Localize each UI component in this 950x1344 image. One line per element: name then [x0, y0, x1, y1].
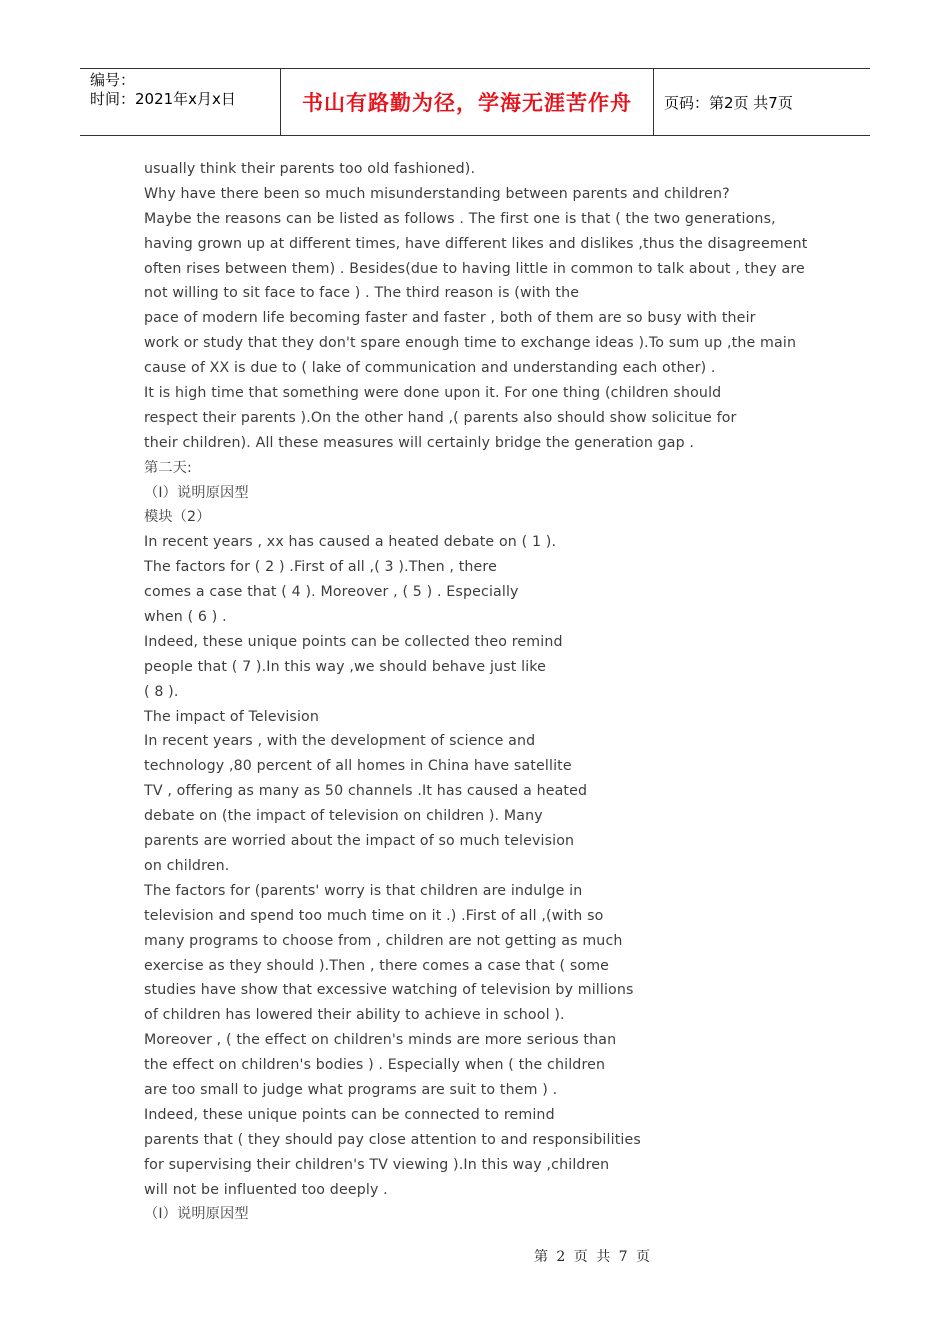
- text-line: not willing to sit face to face ) . The third reason is (with the: [144, 285, 580, 302]
- text-line: Indeed, these unique points can be connected to remind: [144, 1106, 555, 1123]
- text-line: pace of modern life becoming faster and faster , both of them are so busy with their: [144, 310, 756, 327]
- text-line: studies have show that excessive watching of television by millions: [144, 982, 634, 999]
- text-line: TV , offering as many as 50 channels .It has caused a heated: [144, 783, 588, 800]
- text-line: It is high time that something were done upon it. For one thing (children should: [144, 385, 722, 402]
- header-meta: [80, 69, 281, 135]
- text-line: comes a case that ( 4 ). Moreover , ( 5 ) . Especially: [144, 584, 519, 601]
- text-line: 第二天:: [144, 459, 192, 476]
- text-line: people that ( 7 ).In this way ,we should behave just like: [144, 658, 547, 675]
- header-page-info: 页码：第2页 共7页: [664, 94, 793, 112]
- text-line: （I）说明原因型: [144, 484, 249, 501]
- header-motto: 书山有路勤为径，学海无涯苦作舟: [281, 69, 654, 135]
- text-line: parents are worried about the impact of so much television: [144, 833, 575, 850]
- text-line: In recent years , xx has caused a heated debate on ( 1 ).: [144, 534, 557, 551]
- text-line: will not be influented too deeply .: [144, 1181, 388, 1198]
- text-line: when ( 6 ) .: [144, 609, 227, 626]
- text-line: The impact of Television: [144, 708, 320, 725]
- text-line: （I）说明原因型: [144, 1206, 249, 1223]
- text-line: parents that ( they should pay close attention to and responsibilities: [144, 1131, 641, 1148]
- text-line: often rises between them) . Besides(due to having little in common to talk about , they are: [144, 260, 805, 277]
- text-line: The factors for ( 2 ) .First of all ,( 3 ).Then , there: [144, 559, 497, 576]
- text-line: Why have there been so much misunderstanding between parents and children?: [144, 185, 730, 202]
- page-header: [80, 68, 870, 136]
- text-line: Indeed, these unique points can be collected theo remind: [144, 633, 563, 650]
- text-line: debate on (the impact of television on children ). Many: [144, 808, 543, 825]
- text-line: Moreover , ( the effect on children's minds are more serious than: [144, 1032, 617, 1049]
- page-footer: 第 2 页 共 7 页: [533, 1249, 651, 1265]
- text-line: In recent years , with the development of science and: [144, 733, 536, 750]
- text-line: are too small to judge what programs are suit to them ) .: [144, 1081, 558, 1098]
- text-line: having grown up at different times, have different likes and dislikes ,thus the disagreement: [144, 235, 808, 252]
- text-line: 模块（2）: [144, 509, 211, 526]
- text-line: technology ,80 percent of all homes in China have satellite: [144, 758, 572, 775]
- text-line: cause of XX is due to ( lake of communication and understanding each other) .: [144, 360, 716, 377]
- text-line: for supervising their children's TV viewing ).In this way ,children: [144, 1156, 610, 1173]
- serial-number-label: 编号：: [90, 71, 136, 89]
- text-line: many programs to choose from , children are not getting as much: [144, 932, 623, 949]
- document-body: [144, 157, 824, 1227]
- text-line: of children has lowered their ability to achieve in school ).: [144, 1007, 565, 1024]
- text-line: ( 8 ).: [144, 683, 179, 700]
- text-line: exercise as they should ).Then , there comes a case that ( some: [144, 957, 610, 974]
- text-line: Maybe the reasons can be listed as follows . The first one is that ( the two generations,: [144, 210, 776, 227]
- text-line: their children). All these measures will certainly bridge the generation gap .: [144, 434, 695, 451]
- text-line: work or study that they don't spare enough time to exchange ideas ).To sum up ,the main: [144, 335, 797, 352]
- text-line: respect their parents ).On the other hand ,( parents also should show solicitue for: [144, 409, 737, 426]
- text-line: on children.: [144, 857, 230, 874]
- text-line: usually think their parents too old fashioned).: [144, 161, 476, 177]
- text-line: the effect on children's bodies ) . Especially when ( the children: [144, 1057, 606, 1074]
- text-line: television and spend too much time on it .) .First of all ,(with so: [144, 907, 604, 924]
- date-label: 时间：2021年x月x日: [90, 90, 236, 108]
- text-line: The factors for (parents' worry is that children are indulge in: [144, 882, 583, 899]
